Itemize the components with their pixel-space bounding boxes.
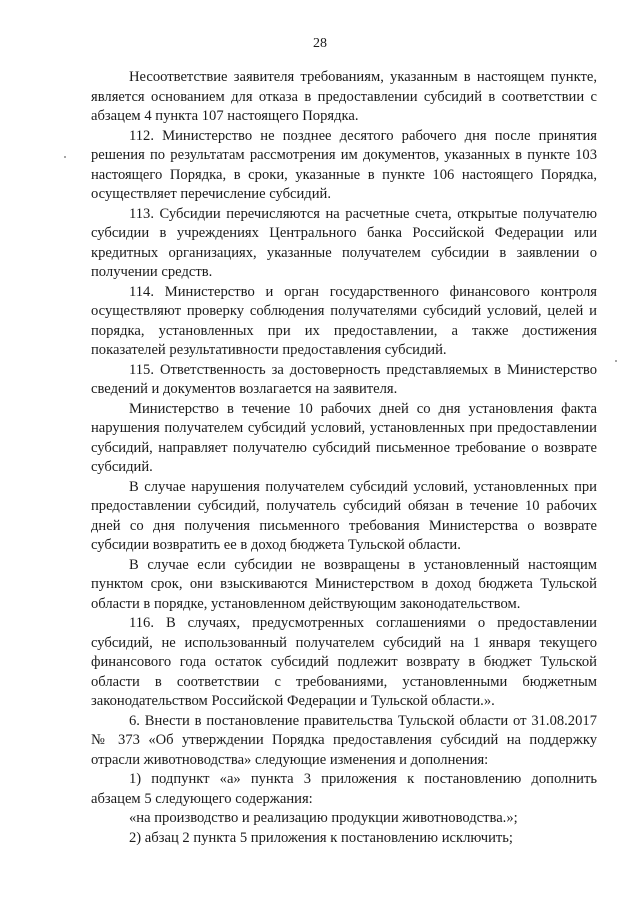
- paragraph-quoted-text: «на производство и реализацию продукции животноводства.»;: [129, 810, 518, 826]
- scan-speck: [64, 156, 66, 158]
- paragraph-6-amendments: 6. Внести в постановление правительства Тульской области от 31.08.2017 № 373 «Об утверждении Порядка предоставления субсидий на поддержку отрасли животноводства» следующие изменения и дополнения:: [91, 712, 597, 768]
- paragraph-114: 114. Министерство и орган государственного финансового контроля осуществляют проверку соблюдения получателями субсидий условий, целей и порядка, установленных при их предоставлении, а также достижения показателей результативности предоставления субсидий.: [91, 283, 597, 358]
- paragraph-1: Несоответствие заявителя требованиям, указанным в настоящем пункте, является основанием для отказа в предоставлении субсидий в соответствии с абзацем 4 пункта 107 настоящего Порядка.: [91, 69, 597, 124]
- paragraph-recovery: В случае если субсидии не возвращены в установленный настоящим пунктом срок, они взыскиваются Министерством в доход бюджета Тульской области в порядке, установленном действующим законодательством.: [91, 556, 597, 612]
- document-body: [91, 68, 597, 848]
- paragraph-112: 112. Министерство не позднее десятого рабочего дня после принятия решения по результатам рассмотрения им документов, указанных в пункте 103 настоящего Порядка, в сроки, указанные в пункте 106 настоящего Порядка, осуществляет перечисление субсидий.: [91, 127, 597, 202]
- paragraph-violation-return: В случае нарушения получателем субсидий условий, установленных при предоставлении субсидий, получатель субсидий обязан в течение 10 рабочих дней со дня получения письменного требования Министерства о возврате субсидии возвратить ее в доход бюджета Тульской области.: [91, 478, 597, 553]
- scan-speck: [615, 360, 617, 362]
- paragraph-113: 113. Субсидии перечисляются на расчетные счета, открытые получателю субсидии в учреждениях Центрального банка Российской Федерации или кредитных организациях, указанные получателем субсидии в заявлении о получении средств.: [91, 205, 597, 280]
- page-number: 28: [313, 36, 327, 51]
- paragraph-amendment-1: 1) подпункт «а» пункта 3 приложения к постановлению дополнить абзацем 5 следующего содержания:: [91, 771, 597, 807]
- paragraph-ministry-notice: Министерство в течение 10 рабочих дней со дня установления факта нарушения получателем субсидий условий, установленных при предоставлении субсидий, направляет получателю субсидий письменное требование о возврате субсидий.: [91, 400, 597, 475]
- paragraph-116: 116. В случаях, предусмотренных соглашениями о предоставлении субсидий, не использованный получателем субсидий на 1 января текущего финансового года остаток субсидий подлежит возврату в бюджет Тульской области в соответствии с требованиями, установленными бюджетным законодательством Российской Федерации и Тульской области.».: [91, 615, 597, 709]
- paragraph-amendment-2: 2) абзац 2 пункта 5 приложения к постановлению исключить;: [129, 829, 513, 846]
- paragraph-115: 115. Ответственность за достоверность представляемых в Министерство сведений и документов возлагается на заявителя.: [91, 361, 597, 397]
